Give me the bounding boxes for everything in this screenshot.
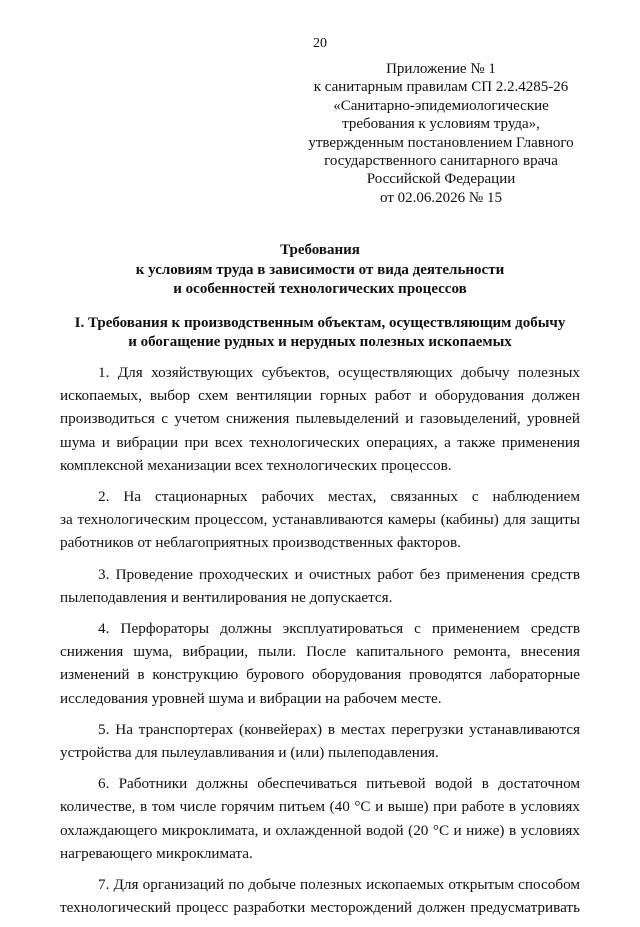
- document-title: [60, 241, 580, 300]
- paragraph-line: технологический процесс разработки месторождений должен предусматривать: [60, 899, 580, 917]
- body-text: [60, 361, 580, 927]
- appendix-line: от 02.06.2026 № 15: [380, 189, 502, 206]
- appendix-header: [300, 60, 582, 207]
- paragraph: [60, 361, 580, 477]
- paragraph-line: производиться с учетом снижения пылевыделений и газовыделений, уровней: [60, 410, 580, 428]
- paragraph: [60, 485, 580, 555]
- paragraph-line: нагревающего микроклимата.: [60, 844, 253, 862]
- paragraph-line: количестве, в том числе горячим питьем (40 °С и выше) при работе в условиях: [60, 798, 580, 816]
- paragraph: [60, 617, 580, 710]
- paragraph-line: 4. Перфораторы должны эксплуатироваться с применением средств: [98, 620, 580, 638]
- paragraph-line: шума и вибрации при всех технологических операциях, а также применения: [60, 433, 580, 451]
- paragraph-line: 6. Работники должны обеспечиваться питьевой водой в достаточном: [98, 775, 580, 793]
- paragraph-line: устройства для пылеулавливания и (или) пылеподавления.: [60, 744, 439, 762]
- paragraph-line: 5. На транспортерах (конвейерах) в местах перегрузки устанавливаются: [98, 720, 580, 738]
- title-line: и особенностей технологических процессов: [173, 281, 467, 297]
- appendix-line: Приложение № 1: [386, 61, 496, 77]
- paragraph-line: работников от неблагоприятных производственных факторов.: [60, 534, 461, 552]
- paragraph-line: 7. Для организаций по добыче полезных ископаемых открытым способом: [98, 876, 580, 894]
- appendix-line: требования к условиям труда»,: [342, 116, 540, 133]
- paragraph-line: 1. Для хозяйствующих субъектов, осуществляющих добычу полезных: [98, 364, 580, 381]
- paragraph-line: исследования уровней шума и вибрации на рабочем месте.: [60, 689, 442, 707]
- paragraph-line: 3. Проведение проходческих и очистных работ без применения средств: [98, 565, 580, 583]
- appendix-line: Российской Федерации: [366, 171, 516, 188]
- appendix-line: утвержденным постановлением Главного: [308, 134, 574, 151]
- paragraph-line: комплексной механизации всех технологических процессов.: [60, 456, 452, 474]
- appendix-line: «Санитарно-эпидемиологические: [333, 97, 549, 114]
- paragraph: [60, 873, 580, 919]
- section-heading-line: и обогащение рудных и нерудных полезных ископаемых: [128, 334, 512, 350]
- paragraph-line: снижения шума, вибрации, пыли. После капитального ремонта, внесения: [60, 643, 580, 661]
- paragraph-line: за технологическим процессом, устанавливаются камеры (кабины) для защиты: [60, 511, 580, 529]
- paragraph-line: 2. На стационарных рабочих местах, связанных с наблюдением: [98, 488, 580, 506]
- paragraph-line: пылеподавления и вентилирования не допускается.: [60, 588, 393, 606]
- appendix-line: к санитарным правилам СП 2.2.4285-26: [313, 79, 569, 96]
- paragraph: [60, 563, 580, 609]
- title-line: Требования: [280, 242, 360, 258]
- section-heading-line: I. Требования к производственным объектам, осуществляющим добычу: [74, 315, 566, 331]
- section-heading: [60, 314, 580, 352]
- page-number: 20: [313, 36, 327, 51]
- paragraph: [60, 718, 580, 764]
- title-line: к условиям труда в зависимости от вида деятельности: [135, 261, 505, 278]
- paragraph-line: охлаждающего микроклимата, и охлажденной водой (20 °С и ниже) в условиях: [60, 821, 580, 839]
- paragraph-line: ископаемых, выбор схем вентиляции горных работ и оборудования должен: [60, 387, 580, 405]
- paragraph-line: изменений в конструкцию бурового оборудования проводятся лабораторные: [60, 666, 580, 684]
- appendix-line: государственного санитарного врача: [324, 153, 558, 170]
- paragraph: [60, 772, 580, 865]
